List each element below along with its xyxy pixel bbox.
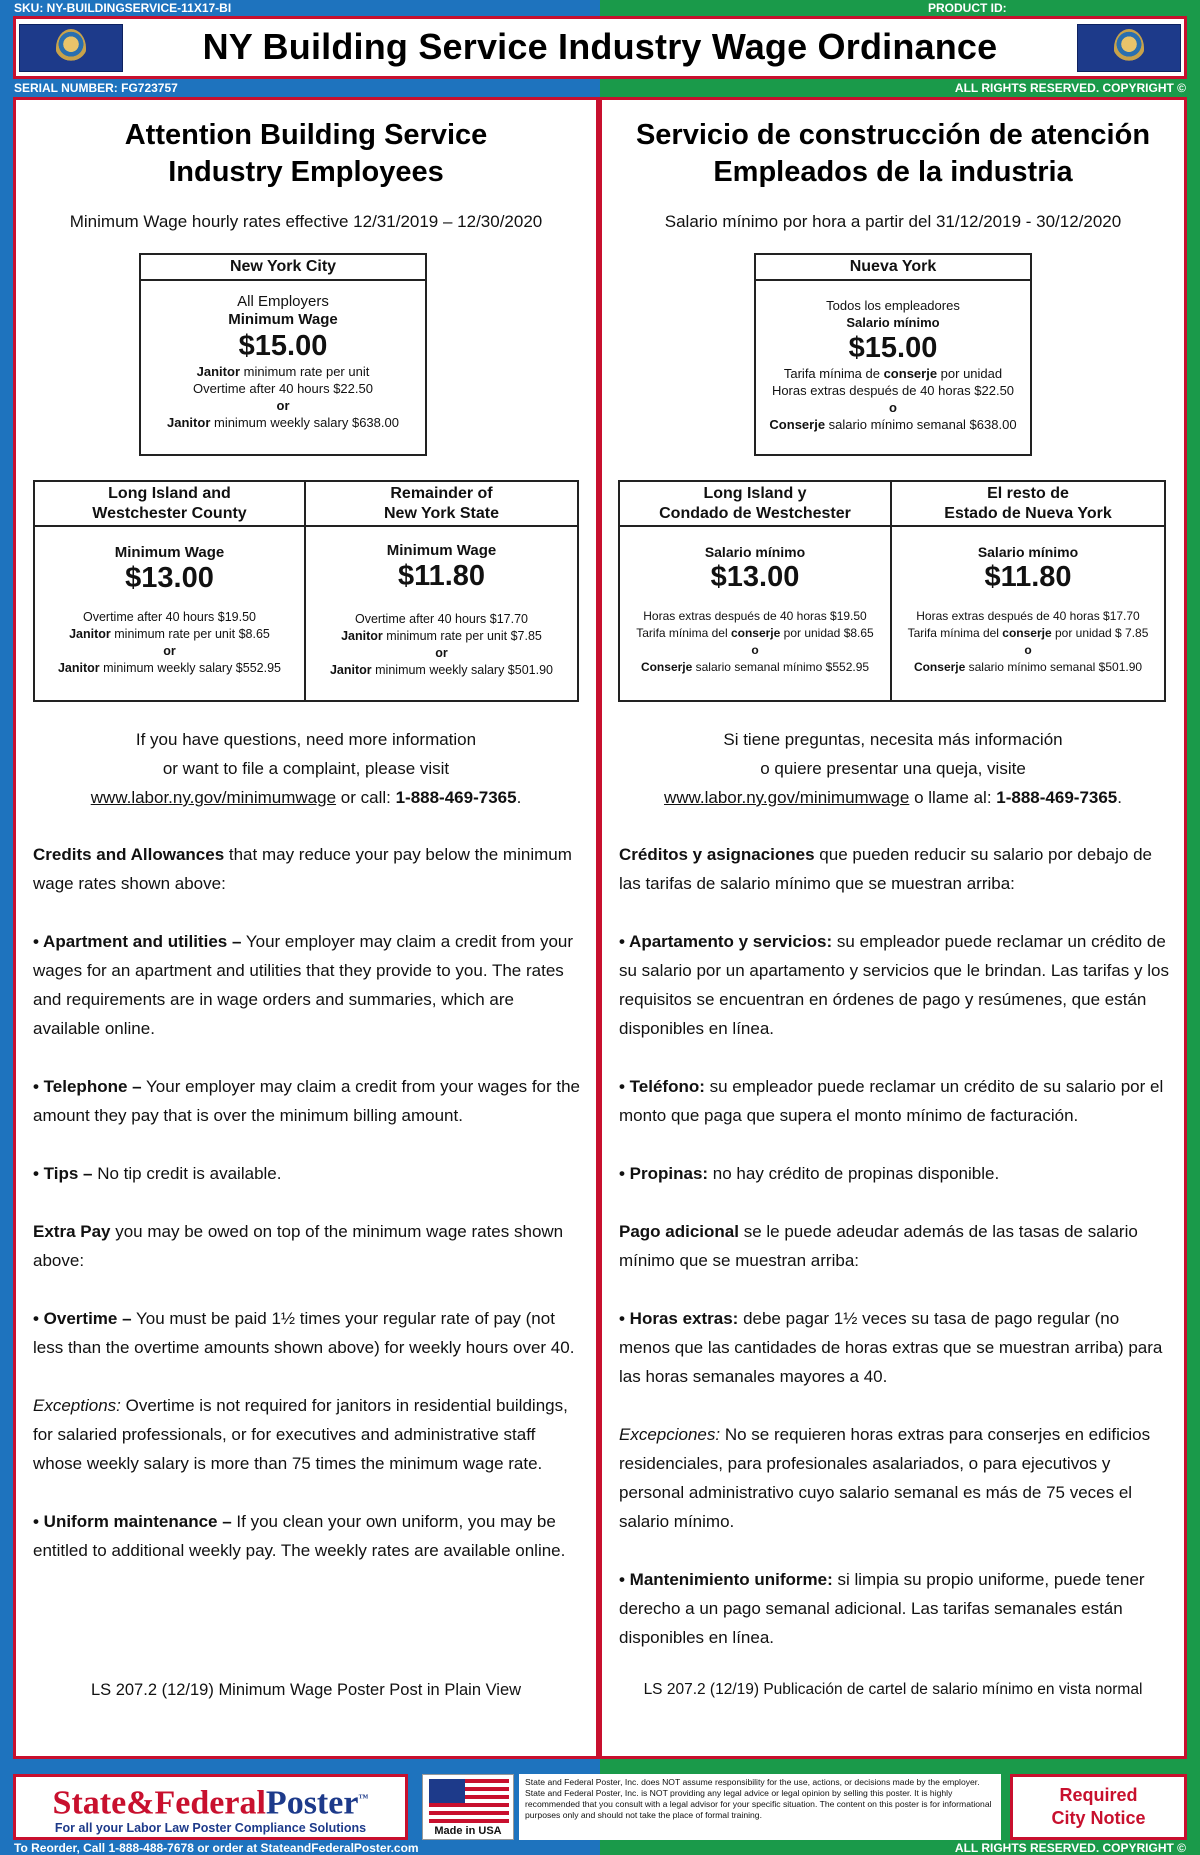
copyright-bottom: ALL RIGHTS RESERVED. COPYRIGHT © — [954, 1841, 1186, 1855]
contact-info — [16, 725, 596, 812]
overtime-rate: Overtime after 40 hours $19.50 — [82, 610, 256, 624]
serial-bar — [0, 80, 1200, 96]
janitor-rate: Tarifa mínima del conserje por unidad $ 7.85 — [907, 626, 1149, 640]
remainder-column — [306, 482, 577, 700]
janitor-rate: Tarifa mínima de conserje por unidad — [783, 366, 1003, 381]
or-label: or — [435, 646, 448, 660]
exceptions-paragraph: Excepciones: No se requieren horas extras para conserjes en edificios residenciales, para profesionales asalariados, o para ejecutivos y personal administrativo cuyo salario semanal es más de 75 veces el salario mínimo. — [619, 1425, 1151, 1531]
or-label: o — [1024, 643, 1032, 657]
exceptions-paragraph: Exceptions: Overtime is not required for janitors in residential buildings, for salaried professionals, or for executives and administrative staff whose weekly salary is more than 75 times the minimum wage rate. — [33, 1396, 568, 1473]
long-island-head: Long Island and Westchester County — [35, 482, 304, 527]
long-island-rate: $13.00 — [125, 562, 214, 594]
or-label: or — [163, 644, 176, 658]
contact-line: Si tiene preguntas, necesita más información — [723, 730, 1063, 749]
tips-paragraph: • Tips – No tip credit is available. — [33, 1164, 282, 1183]
weekly-salary: Conserje salario mínimo semanal $638.00 — [769, 417, 1017, 432]
heading-line: Empleados de la industria — [713, 156, 1073, 188]
weekly-salary: Janitor minimum weekly salary $638.00 — [167, 415, 399, 430]
effective-dates: Minimum Wage hourly rates effective 12/31/2019 – 12/30/2020 — [69, 212, 543, 231]
remainder-rate: $11.80 — [397, 560, 486, 592]
all-employers: All Employers — [237, 293, 329, 310]
regional-rate-box — [33, 480, 579, 702]
nyc-rate-box — [139, 253, 427, 456]
nyc-box-head: Nueva York — [756, 255, 1030, 281]
brand-tagline: For all your Labor Law Poster Compliance Solutions — [54, 1821, 367, 1836]
heading-line: Attention Building Service — [124, 119, 488, 151]
weekly-salary: Janitor minimum weekly salary $501.90 — [329, 663, 553, 677]
min-wage-label: Minimum Wage — [386, 542, 497, 559]
regional-rate-box — [618, 480, 1166, 702]
top-bar — [0, 0, 1200, 16]
min-wage-label: Minimum Wage — [114, 544, 225, 561]
contact-info — [602, 725, 1184, 812]
bottom-strip — [13, 1774, 1187, 1840]
all-employers: Todos los empleadores — [826, 298, 960, 313]
overtime-paragraph: • Overtime – You must be paid 1½ times your regular rate of pay (not less than the overtime amounts shown above) for weekly hours over 40. — [33, 1309, 575, 1357]
phone-number: 1-888-469-7365 — [395, 788, 517, 807]
spanish-body — [619, 840, 1172, 1681]
remainder-column — [892, 482, 1164, 700]
nyc-rate: $15.00 — [238, 330, 328, 362]
brand-name: State&FederalPoster™ — [52, 1784, 369, 1822]
apartment-paragraph: • Apartamento y servicios: su empleador puede reclamar un crédito de su salario por un apartamento y servicios que le brindan. Las tarifas y los requisitos se encuentran en órdenes de pago y resúmenes, que están disponibles en línea. — [619, 932, 1169, 1038]
contact-line: o quiere presentar una queja, visite — [760, 759, 1026, 778]
remainder-head: Remainder of New York State — [306, 482, 577, 527]
made-in-usa-badge — [422, 1774, 514, 1840]
legal-disclaimer: State and Federal Poster, Inc. does NOT assume responsibility for the use, actions, or decisions made by the employer. State and Federal Poster, Inc. is NOT providing any legal advice or legal opinion by selling this poster. It is highly recommended that you consult with a legal advisor for your specific situation. The content on this poster is for informational purposes only and should not take the place of formal training. — [519, 1774, 1001, 1840]
serial-number: SERIAL NUMBER: FG723757 — [14, 81, 178, 95]
weekly-salary: Conserje salario mínimo semanal $501.90 — [913, 660, 1143, 674]
min-wage-label: Salario mínimo — [704, 544, 806, 560]
tips-paragraph: • Propinas: no hay crédito de propinas disponible. — [619, 1164, 1000, 1183]
uniform-paragraph: • Uniform maintenance – If you clean your own uniform, you may be entitled to additional weekly pay. The weekly rates are available online. — [33, 1512, 566, 1560]
spanish-panel — [599, 97, 1187, 1759]
sku-label: SKU: NY-BUILDINGSERVICE-11X17-BI — [14, 1, 232, 15]
or-label: or — [276, 398, 290, 413]
english-panel — [13, 97, 599, 1759]
telephone-paragraph: • Teléfono: su empleador puede reclamar un crédito de su salario por el monto que paga que supera el monto mínimo de facturación. — [619, 1077, 1164, 1125]
overtime-rate: Overtime after 40 hours $17.70 — [354, 612, 528, 626]
nyc-rate: $15.00 — [848, 332, 938, 364]
or-label: o — [751, 643, 759, 657]
apartment-paragraph: • Apartment and utilities – Your employer may claim a credit from your wages for an apartment and utilities that they provide to you. The rates and requirements are in wage orders and summaries, which are available online. — [33, 932, 574, 1038]
reorder-info: To Reorder, Call 1-888-488-7678 or order at StateandFederalPoster.com — [14, 1841, 419, 1855]
long-island-column — [620, 482, 892, 700]
long-island-head: Long Island y Condado de Westchester — [620, 482, 890, 527]
min-wage-label: Minimum Wage — [228, 311, 338, 328]
spanish-heading — [602, 117, 1184, 191]
brand-logo — [13, 1774, 408, 1840]
copyright-top: ALL RIGHTS RESERVED. COPYRIGHT © — [954, 81, 1186, 95]
credits-paragraph: Créditos y asignaciones que pueden reducir su salario por debajo de las tarifas de salario mínimo que se muestran arriba: — [619, 845, 1152, 893]
min-wage-label: Salario mínimo — [977, 544, 1079, 560]
overtime-paragraph: • Horas extras: debe pagar 1½ veces su tasa de pago regular (no menos que las cantidades de horas extras que se muestran arriba) para las horas semanales mayores a 40. — [619, 1309, 1163, 1386]
overtime-rate: Overtime after 40 hours $22.50 — [193, 381, 373, 396]
weekly-salary: Janitor minimum weekly salary $552.95 — [57, 661, 281, 675]
product-id-label: PRODUCT ID: — [928, 1, 1007, 15]
us-flag-icon — [429, 1779, 509, 1823]
heading-line: Servicio de construcción de atención — [635, 119, 1151, 151]
effective-dates: Salario mínimo por hora a partir del 31/12/2019 - 30/12/2020 — [664, 212, 1122, 231]
janitor-rate: Janitor minimum rate per unit $8.65 — [69, 627, 270, 641]
uniform-paragraph: • Mantenimiento uniforme: si limpia su propio uniforme, puede tener derecho a un pago semanal adicional. Las tarifas semanales están disponibles en línea. — [619, 1570, 1145, 1647]
overtime-rate: Horas extras después de 40 horas $17.70 — [916, 609, 1140, 623]
remainder-rate: $11.80 — [984, 561, 1072, 593]
janitor-rate: Janitor minimum rate per unit — [196, 364, 370, 379]
english-footer: LS 207.2 (12/19) Minimum Wage Poster Post in Plain View — [90, 1681, 522, 1699]
english-body — [33, 840, 582, 1594]
credits-paragraph: Credits and Allowances that may reduce your pay below the minimum wage rates shown above: — [33, 845, 572, 893]
labor-website-link[interactable]: www.labor.ny.gov/minimumwage — [664, 788, 910, 807]
overtime-rate: Horas extras después de 40 horas $19.50 — [643, 609, 867, 623]
required-notice-badge: Required City Notice — [1010, 1774, 1187, 1840]
contact-line: www.labor.ny.gov/minimumwage or call: 1-888-469-7365. — [90, 788, 522, 807]
contact-line: www.labor.ny.gov/minimumwage o llame al: 1-888-469-7365. — [664, 788, 1122, 807]
nyc-rate-box — [754, 253, 1032, 456]
poster-title: NY Building Service Industry Wage Ordinance — [202, 26, 998, 67]
ny-state-seal-icon — [1077, 24, 1181, 72]
contact-line: If you have questions, need more information — [135, 730, 477, 749]
janitor-rate: Tarifa mínima del conserje por unidad $8.65 — [636, 626, 874, 640]
janitor-rate: Janitor minimum rate per unit $7.85 — [341, 629, 542, 643]
ny-state-seal-icon — [19, 24, 123, 72]
weekly-salary: Conserje salario semanal mínimo $552.95 — [640, 660, 870, 674]
long-island-column — [35, 482, 306, 700]
overtime-rate: Horas extras después de 40 horas $22.50 — [771, 383, 1015, 398]
or-label: o — [889, 400, 897, 415]
heading-line: Industry Employees — [168, 156, 444, 188]
phone-number: 1-888-469-7365 — [996, 788, 1118, 807]
extra-pay-paragraph: Pago adicional se le puede adeudar además de las tasas de salario mínimo que se muestran arriba: — [619, 1222, 1138, 1270]
nyc-box-head: New York City — [141, 255, 425, 281]
poster-header — [13, 16, 1187, 79]
contact-line: or want to file a complaint, please visit — [162, 759, 450, 778]
english-heading — [16, 117, 596, 191]
spanish-footer: LS 207.2 (12/19) Publicación de cartel de salario mínimo en vista normal — [643, 1681, 1143, 1698]
made-in-usa-label: Made in USA — [434, 1825, 502, 1837]
telephone-paragraph: • Telephone – Your employer may claim a credit from your wages for the amount they pay that is over the minimum billing amount. — [33, 1077, 581, 1125]
remainder-head: El resto de Estado de Nueva York — [892, 482, 1164, 527]
long-island-rate: $13.00 — [710, 561, 800, 593]
extra-pay-paragraph: Extra Pay you may be owed on top of the minimum wage rates shown above: — [33, 1222, 564, 1270]
labor-website-link[interactable]: www.labor.ny.gov/minimumwage — [90, 788, 337, 807]
min-wage-label: Salario mínimo — [846, 315, 940, 330]
